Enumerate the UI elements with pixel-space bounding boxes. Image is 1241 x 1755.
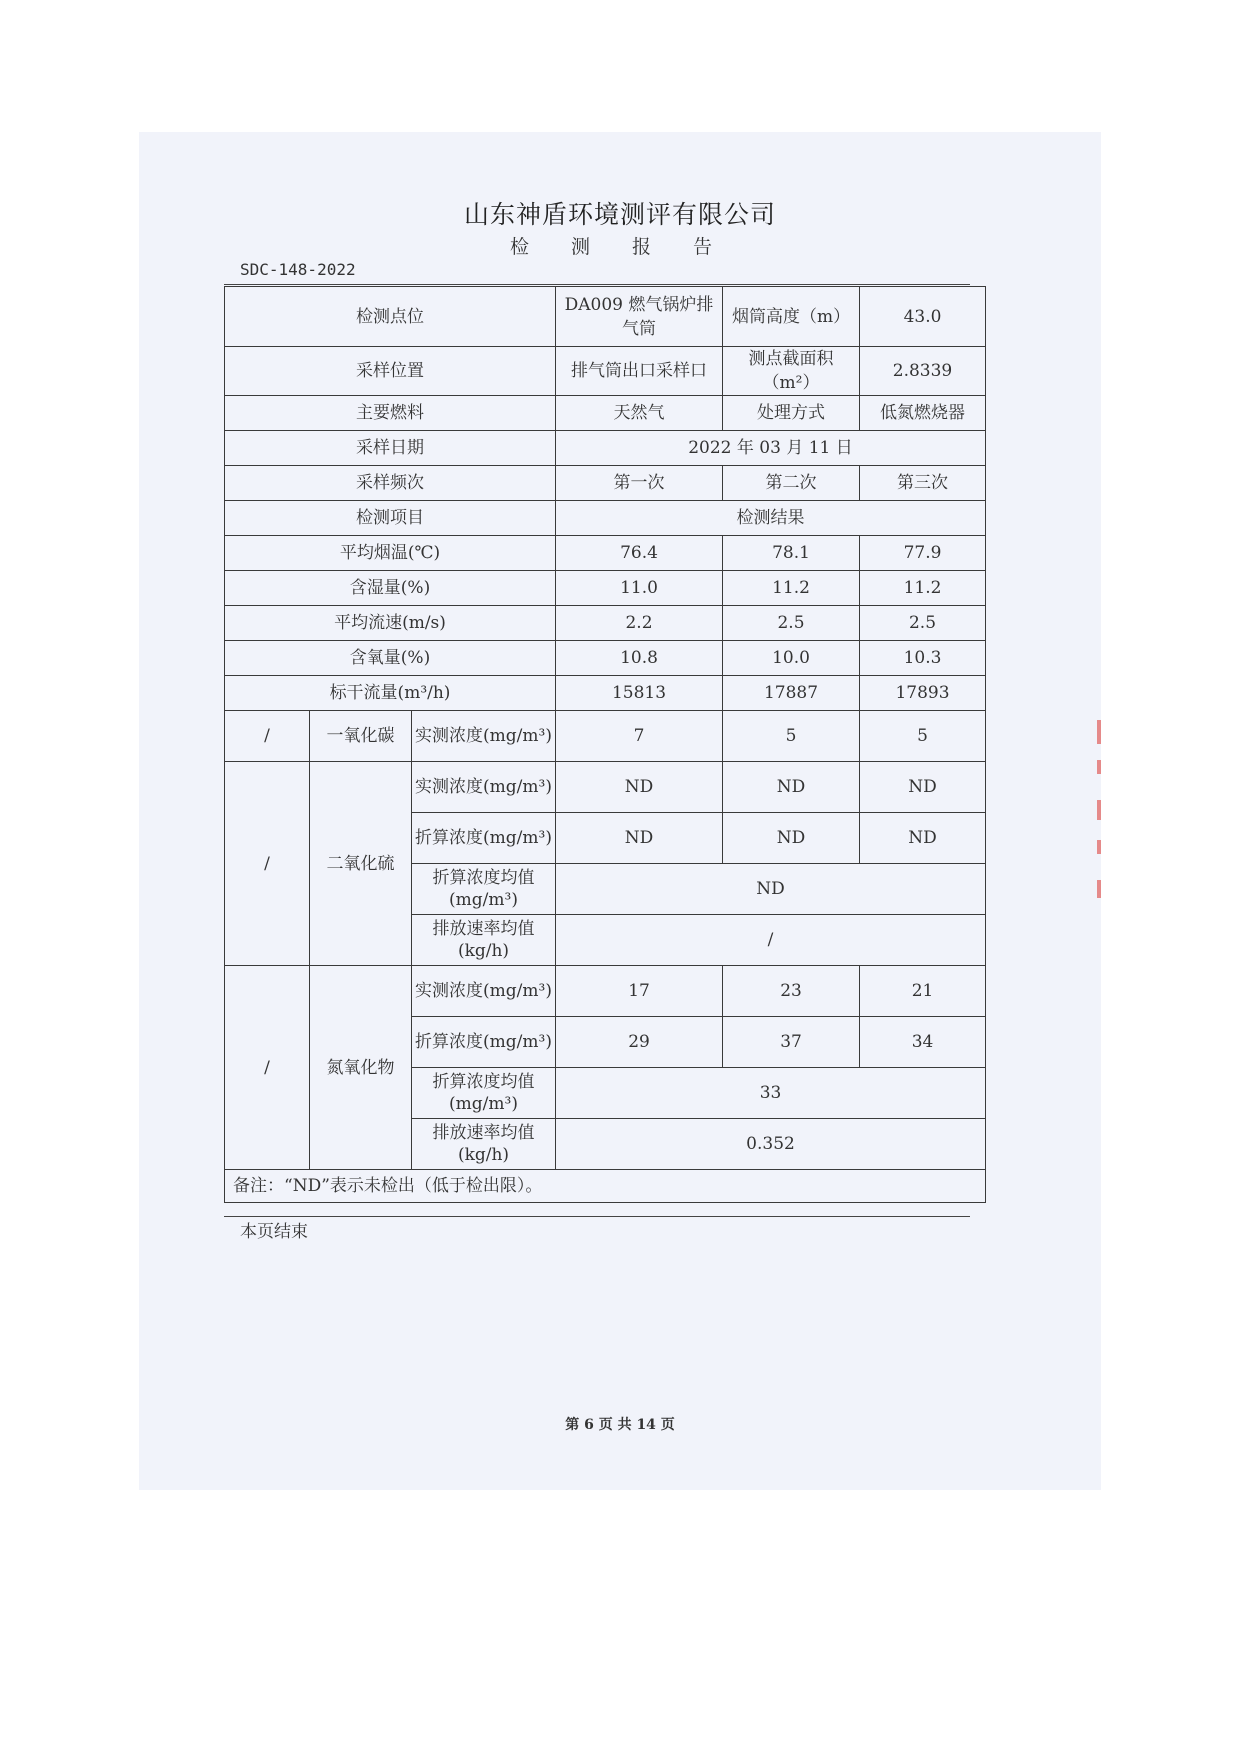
nox-measured-label: 实测浓度(mg/m³) [412,966,556,1017]
red-stamp-mark [1097,800,1101,820]
header-rule [224,284,970,285]
co-value: 5 [860,711,986,762]
param-label: 标干流量(m³/h) [225,676,556,711]
fuel-label: 主要燃料 [225,396,556,431]
so2-value: ND [556,813,723,864]
nox-value: 29 [556,1017,723,1068]
param-value: 2.2 [556,606,723,641]
table-row [225,711,986,762]
so2-rate-label: 排放速率均值(kg/h) [412,915,556,966]
date-value: 2022 年 03 月 11 日 [556,431,986,466]
result-label: 检测结果 [556,501,986,536]
table-row [225,676,986,711]
table-row [225,606,986,641]
table-row [225,966,986,1017]
nox-rate: 0.352 [556,1119,986,1170]
height-label: 烟筒高度（m） [723,287,860,347]
param-value: 11.2 [860,571,986,606]
co-slash: / [225,711,310,762]
so2-converted-label: 折算浓度(mg/m³) [412,813,556,864]
nox-value: 21 [860,966,986,1017]
param-value: 2.5 [723,606,860,641]
treatment-label: 处理方式 [723,396,860,431]
nox-name: 氮氧化物 [310,966,412,1170]
area-label: 测点截面积（m²） [723,347,860,396]
param-label: 含湿量(%) [225,571,556,606]
param-label: 含氧量(%) [225,641,556,676]
table-row [225,287,986,347]
so2-value: ND [860,762,986,813]
area-value: 2.8339 [860,347,986,396]
so2-value: ND [723,762,860,813]
company-name: 山东神盾环境测评有限公司 [463,200,776,229]
param-value: 77.9 [860,536,986,571]
so2-value: ND [860,813,986,864]
location-value: 排气筒出口采样口 [556,347,723,396]
param-label: 平均烟温(℃) [225,536,556,571]
co-measured-label: 实测浓度(mg/m³) [412,711,556,762]
end-rule [224,1216,970,1217]
so2-value: ND [556,762,723,813]
table-row [225,1170,986,1203]
freq-label: 采样频次 [225,466,556,501]
height-value: 43.0 [860,287,986,347]
report-title: 检 测 报 告 [509,236,731,258]
point-value: DA009 燃气锅炉排气筒 [556,287,723,347]
point-label: 检测点位 [225,287,556,347]
table-row [225,347,986,396]
red-stamp-mark [1097,720,1101,744]
param-value: 2.5 [860,606,986,641]
so2-measured-label: 实测浓度(mg/m³) [412,762,556,813]
so2-rate: / [556,915,986,966]
so2-value: ND [723,813,860,864]
param-value: 76.4 [556,536,723,571]
table-row [225,641,986,676]
date-label: 采样日期 [225,431,556,466]
param-value: 11.2 [723,571,860,606]
nox-conv-avg: 33 [556,1068,986,1119]
red-stamp-mark [1097,880,1101,898]
nox-conv-avg-label: 折算浓度均值(mg/m³) [412,1068,556,1119]
end-of-page-text: 本页结束 [240,1222,308,1242]
note: 备注：“ND”表示未检出（低于检出限）。 [225,1170,986,1203]
fuel-value: 天然气 [556,396,723,431]
results-table [224,286,986,1203]
freq-2: 第二次 [723,466,860,501]
nox-rate-label: 排放速率均值(kg/h) [412,1119,556,1170]
nox-value: 34 [860,1017,986,1068]
co-value: 5 [723,711,860,762]
param-value: 78.1 [723,536,860,571]
param-value: 10.8 [556,641,723,676]
param-value: 10.0 [723,641,860,676]
red-stamp-mark [1097,760,1101,774]
freq-3: 第三次 [860,466,986,501]
so2-conv-avg: ND [556,864,986,915]
param-value: 11.0 [556,571,723,606]
nox-converted-label: 折算浓度(mg/m³) [412,1017,556,1068]
nox-value: 17 [556,966,723,1017]
nox-value: 23 [723,966,860,1017]
co-name: 一氧化碳 [310,711,412,762]
item-label: 检测项目 [225,501,556,536]
table-row [225,536,986,571]
co-value: 7 [556,711,723,762]
nox-value: 37 [723,1017,860,1068]
document-number: SDC-148-2022 [240,260,356,279]
param-value: 15813 [556,676,723,711]
param-value: 10.3 [860,641,986,676]
param-value: 17887 [723,676,860,711]
param-value: 17893 [860,676,986,711]
param-label: 平均流速(m/s) [225,606,556,641]
table-row [225,762,986,813]
table-row [225,501,986,536]
freq-1: 第一次 [556,466,723,501]
table-row [225,396,986,431]
table-row [225,571,986,606]
table-row [225,466,986,501]
treatment-value: 低氮燃烧器 [860,396,986,431]
page-footer: 第 6 页 共 14 页 [565,1417,675,1433]
location-label: 采样位置 [225,347,556,396]
table-row [225,431,986,466]
so2-name: 二氧化硫 [310,762,412,966]
so2-conv-avg-label: 折算浓度均值(mg/m³) [412,864,556,915]
red-stamp-mark [1097,840,1101,854]
nox-slash: / [225,966,310,1170]
so2-slash: / [225,762,310,966]
